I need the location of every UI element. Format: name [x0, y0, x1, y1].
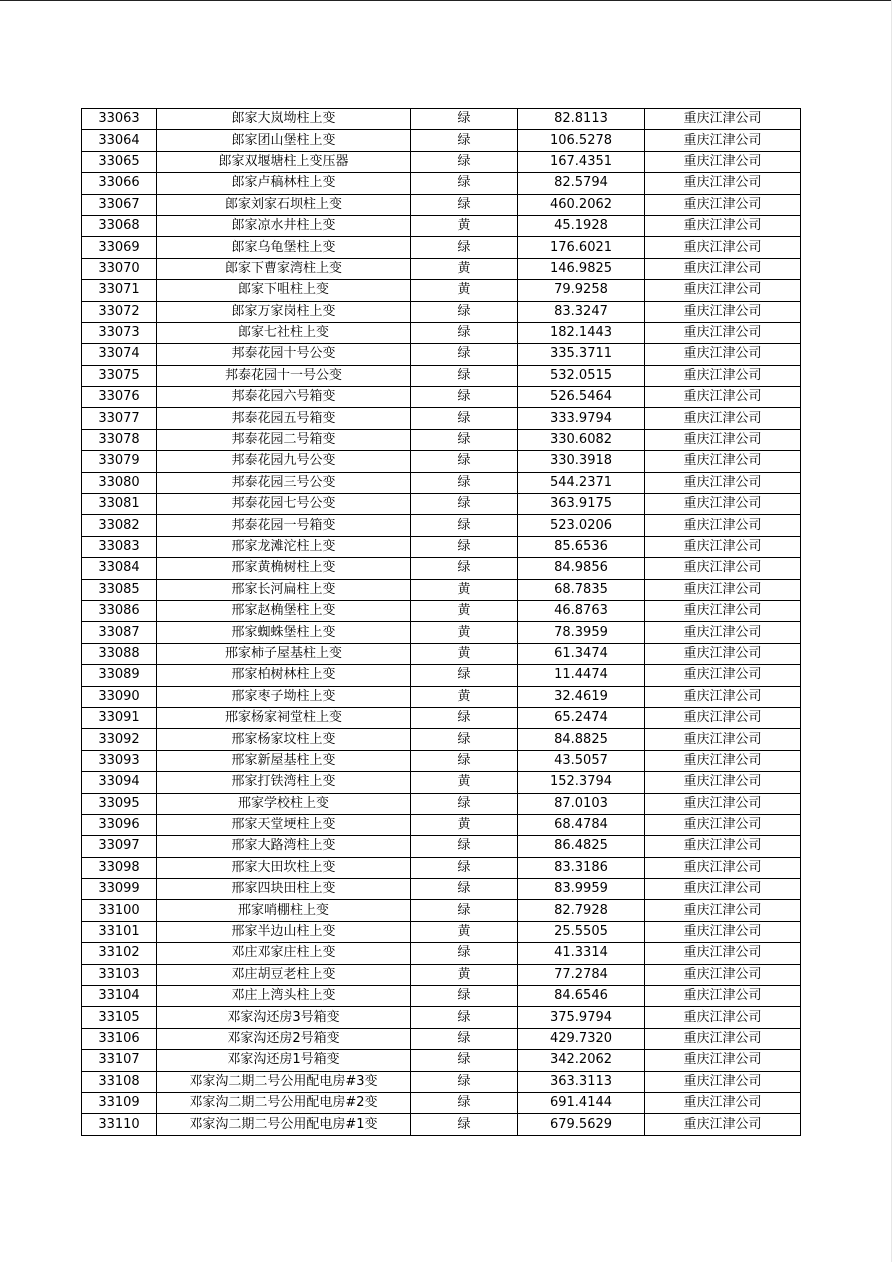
cell-name: 邢家黄桷树柱上变: [157, 558, 411, 579]
cell-name: 邦泰花园九号公变: [157, 451, 411, 472]
cell-company: 重庆江津公司: [645, 1050, 801, 1071]
cell-id: 33098: [82, 857, 157, 878]
cell-id: 33067: [82, 194, 157, 215]
cell-color: 绿: [411, 322, 518, 343]
cell-company: 重庆江津公司: [645, 109, 801, 130]
cell-id: 33105: [82, 1007, 157, 1028]
table-row: [82, 1114, 801, 1135]
cell-id: 33081: [82, 494, 157, 515]
cell-name: 邢家新屋基柱上变: [157, 750, 411, 771]
cell-value: 68.7835: [518, 579, 645, 600]
cell-id: 33070: [82, 258, 157, 279]
table-row: [82, 600, 801, 621]
cell-color: 黄: [411, 280, 518, 301]
cell-company: 重庆江津公司: [645, 215, 801, 236]
cell-company: 重庆江津公司: [645, 793, 801, 814]
cell-name: 邢家天堂埂柱上变: [157, 814, 411, 835]
cell-id: 33084: [82, 558, 157, 579]
cell-value: 335.3711: [518, 344, 645, 365]
table-row: [82, 280, 801, 301]
cell-value: 363.3113: [518, 1071, 645, 1092]
cell-id: 33073: [82, 322, 157, 343]
cell-value: 679.5629: [518, 1114, 645, 1135]
cell-company: 重庆江津公司: [645, 943, 801, 964]
table-row: [82, 194, 801, 215]
cell-id: 33087: [82, 622, 157, 643]
cell-company: 重庆江津公司: [645, 515, 801, 536]
cell-company: 重庆江津公司: [645, 429, 801, 450]
table-row: [82, 707, 801, 728]
table-row: [82, 1028, 801, 1049]
cell-name: 郎家下咀柱上变: [157, 280, 411, 301]
cell-id: 33106: [82, 1028, 157, 1049]
cell-name: 郎家乌龟堡柱上变: [157, 237, 411, 258]
cell-value: 544.2371: [518, 472, 645, 493]
cell-id: 33088: [82, 643, 157, 664]
cell-name: 邢家枣子坳柱上变: [157, 686, 411, 707]
cell-id: 33083: [82, 536, 157, 557]
cell-color: 绿: [411, 943, 518, 964]
cell-company: 重庆江津公司: [645, 579, 801, 600]
cell-color: 绿: [411, 900, 518, 921]
cell-color: 绿: [411, 707, 518, 728]
cell-value: 43.5057: [518, 750, 645, 771]
table-row: [82, 365, 801, 386]
cell-company: 重庆江津公司: [645, 772, 801, 793]
cell-company: 重庆江津公司: [645, 1028, 801, 1049]
cell-id: 33071: [82, 280, 157, 301]
cell-color: 绿: [411, 365, 518, 386]
cell-color: 黄: [411, 643, 518, 664]
table-row: [82, 729, 801, 750]
table-row: [82, 536, 801, 557]
cell-company: 重庆江津公司: [645, 408, 801, 429]
cell-name: 邢家杨家坟柱上变: [157, 729, 411, 750]
cell-value: 152.3794: [518, 772, 645, 793]
cell-company: 重庆江津公司: [645, 686, 801, 707]
cell-color: 绿: [411, 1114, 518, 1135]
cell-name: 邢家长河扁柱上变: [157, 579, 411, 600]
table-row: [82, 322, 801, 343]
cell-color: 绿: [411, 301, 518, 322]
cell-color: 绿: [411, 472, 518, 493]
cell-company: 重庆江津公司: [645, 921, 801, 942]
cell-name: 邢家杨家祠堂柱上变: [157, 707, 411, 728]
table-row: [82, 109, 801, 130]
cell-value: 106.5278: [518, 130, 645, 151]
cell-value: 41.3314: [518, 943, 645, 964]
table-row: [82, 130, 801, 151]
cell-color: 绿: [411, 1050, 518, 1071]
cell-id: 33108: [82, 1071, 157, 1092]
cell-company: 重庆江津公司: [645, 665, 801, 686]
cell-company: 重庆江津公司: [645, 322, 801, 343]
cell-color: 绿: [411, 793, 518, 814]
cell-value: 78.3959: [518, 622, 645, 643]
cell-name: 邓家沟二期二号公用配电房#1变: [157, 1114, 411, 1135]
cell-name: 邢家大路湾柱上变: [157, 836, 411, 857]
page-top-border: [0, 0, 892, 1]
cell-name: 邦泰花园三号公变: [157, 472, 411, 493]
cell-name: 邦泰花园一号箱变: [157, 515, 411, 536]
cell-id: 33078: [82, 429, 157, 450]
cell-value: 375.9794: [518, 1007, 645, 1028]
cell-name: 邓家沟二期二号公用配电房#2变: [157, 1092, 411, 1113]
cell-value: 86.4825: [518, 836, 645, 857]
table-row: [82, 558, 801, 579]
cell-color: 绿: [411, 536, 518, 557]
table-row: [82, 408, 801, 429]
cell-color: 绿: [411, 1028, 518, 1049]
cell-name: 郎家万家岗柱上变: [157, 301, 411, 322]
table-row: [82, 643, 801, 664]
cell-value: 11.4474: [518, 665, 645, 686]
cell-company: 重庆江津公司: [645, 857, 801, 878]
cell-id: 33090: [82, 686, 157, 707]
cell-color: 黄: [411, 215, 518, 236]
cell-name: 邓家沟二期二号公用配电房#3变: [157, 1071, 411, 1092]
cell-name: 邓庄上湾头柱上变: [157, 986, 411, 1007]
table-row: [82, 772, 801, 793]
table-row: [82, 387, 801, 408]
cell-value: 167.4351: [518, 151, 645, 172]
cell-id: 33076: [82, 387, 157, 408]
cell-company: 重庆江津公司: [645, 151, 801, 172]
cell-company: 重庆江津公司: [645, 451, 801, 472]
cell-color: 绿: [411, 1092, 518, 1113]
cell-name: 邓家沟还房1号箱变: [157, 1050, 411, 1071]
cell-id: 33068: [82, 215, 157, 236]
cell-name: 郎家凉水井柱上变: [157, 215, 411, 236]
cell-id: 33097: [82, 836, 157, 857]
cell-company: 重庆江津公司: [645, 1007, 801, 1028]
cell-id: 33099: [82, 879, 157, 900]
cell-id: 33094: [82, 772, 157, 793]
cell-color: 黄: [411, 622, 518, 643]
cell-name: 邢家蜘蛛堡柱上变: [157, 622, 411, 643]
cell-value: 83.9959: [518, 879, 645, 900]
table-row: [82, 665, 801, 686]
cell-name: 邢家半边山柱上变: [157, 921, 411, 942]
cell-company: 重庆江津公司: [645, 194, 801, 215]
cell-id: 33089: [82, 665, 157, 686]
cell-id: 33096: [82, 814, 157, 835]
cell-company: 重庆江津公司: [645, 879, 801, 900]
cell-value: 182.1443: [518, 322, 645, 343]
cell-id: 33077: [82, 408, 157, 429]
table-row: [82, 215, 801, 236]
cell-id: 33082: [82, 515, 157, 536]
cell-name: 邓家沟还房2号箱变: [157, 1028, 411, 1049]
cell-name: 邢家赵桷堡柱上变: [157, 600, 411, 621]
cell-value: 61.3474: [518, 643, 645, 664]
cell-value: 83.3186: [518, 857, 645, 878]
table-row: [82, 943, 801, 964]
cell-id: 33109: [82, 1092, 157, 1113]
cell-company: 重庆江津公司: [645, 836, 801, 857]
cell-value: 532.0515: [518, 365, 645, 386]
cell-name: 邢家柿子屋基柱上变: [157, 643, 411, 664]
cell-id: 33103: [82, 964, 157, 985]
table-row: [82, 151, 801, 172]
cell-value: 460.2062: [518, 194, 645, 215]
cell-value: 85.6536: [518, 536, 645, 557]
cell-value: 523.0206: [518, 515, 645, 536]
cell-company: 重庆江津公司: [645, 365, 801, 386]
cell-company: 重庆江津公司: [645, 494, 801, 515]
cell-value: 82.8113: [518, 109, 645, 130]
cell-color: 黄: [411, 814, 518, 835]
table-row: [82, 622, 801, 643]
cell-name: 邓庄胡豆老柱上变: [157, 964, 411, 985]
cell-company: 重庆江津公司: [645, 600, 801, 621]
cell-value: 84.8825: [518, 729, 645, 750]
cell-company: 重庆江津公司: [645, 643, 801, 664]
table-row: [82, 173, 801, 194]
cell-company: 重庆江津公司: [645, 280, 801, 301]
cell-value: 330.6082: [518, 429, 645, 450]
cell-color: 黄: [411, 600, 518, 621]
cell-value: 429.7320: [518, 1028, 645, 1049]
cell-company: 重庆江津公司: [645, 622, 801, 643]
table-row: [82, 515, 801, 536]
cell-company: 重庆江津公司: [645, 237, 801, 258]
table-row: [82, 793, 801, 814]
cell-company: 重庆江津公司: [645, 964, 801, 985]
cell-value: 333.9794: [518, 408, 645, 429]
cell-company: 重庆江津公司: [645, 729, 801, 750]
cell-company: 重庆江津公司: [645, 1092, 801, 1113]
cell-value: 342.2062: [518, 1050, 645, 1071]
cell-name: 邦泰花园十一号公变: [157, 365, 411, 386]
cell-id: 33093: [82, 750, 157, 771]
cell-value: 146.9825: [518, 258, 645, 279]
cell-color: 绿: [411, 344, 518, 365]
cell-color: 绿: [411, 558, 518, 579]
cell-company: 重庆江津公司: [645, 900, 801, 921]
cell-name: 邢家学校柱上变: [157, 793, 411, 814]
cell-color: 黄: [411, 921, 518, 942]
cell-color: 绿: [411, 986, 518, 1007]
cell-id: 33066: [82, 173, 157, 194]
cell-color: 黄: [411, 686, 518, 707]
cell-value: 65.2474: [518, 707, 645, 728]
cell-name: 邢家打铁湾柱上变: [157, 772, 411, 793]
cell-name: 邢家哨棚柱上变: [157, 900, 411, 921]
cell-color: 黄: [411, 772, 518, 793]
table-row: [82, 921, 801, 942]
cell-company: 重庆江津公司: [645, 536, 801, 557]
cell-company: 重庆江津公司: [645, 130, 801, 151]
cell-id: 33095: [82, 793, 157, 814]
table-row: [82, 857, 801, 878]
cell-company: 重庆江津公司: [645, 558, 801, 579]
table-row: [82, 964, 801, 985]
cell-value: 82.7928: [518, 900, 645, 921]
cell-color: 黄: [411, 579, 518, 600]
table-row: [82, 1007, 801, 1028]
table-row: [82, 579, 801, 600]
cell-color: 绿: [411, 494, 518, 515]
cell-name: 郎家双堰塘柱上变压器: [157, 151, 411, 172]
cell-id: 33092: [82, 729, 157, 750]
cell-color: 绿: [411, 429, 518, 450]
cell-id: 33064: [82, 130, 157, 151]
table-row: [82, 879, 801, 900]
cell-company: 重庆江津公司: [645, 1114, 801, 1135]
table-row: [82, 472, 801, 493]
cell-value: 526.5464: [518, 387, 645, 408]
cell-name: 邓家沟还房3号箱变: [157, 1007, 411, 1028]
cell-value: 25.5505: [518, 921, 645, 942]
cell-color: 绿: [411, 451, 518, 472]
cell-color: 绿: [411, 879, 518, 900]
cell-value: 68.4784: [518, 814, 645, 835]
cell-company: 重庆江津公司: [645, 707, 801, 728]
cell-name: 邦泰花园七号公变: [157, 494, 411, 515]
cell-company: 重庆江津公司: [645, 301, 801, 322]
table-row: [82, 1071, 801, 1092]
table-row: [82, 237, 801, 258]
cell-value: 83.3247: [518, 301, 645, 322]
transformer-table: [81, 108, 801, 1136]
table-row: [82, 494, 801, 515]
cell-value: 330.3918: [518, 451, 645, 472]
cell-company: 重庆江津公司: [645, 986, 801, 1007]
table-row: [82, 451, 801, 472]
cell-id: 33072: [82, 301, 157, 322]
cell-color: 绿: [411, 1007, 518, 1028]
table-row: [82, 344, 801, 365]
cell-name: 郎家团山堡柱上变: [157, 130, 411, 151]
cell-color: 绿: [411, 836, 518, 857]
cell-value: 176.6021: [518, 237, 645, 258]
cell-color: 绿: [411, 194, 518, 215]
cell-company: 重庆江津公司: [645, 344, 801, 365]
cell-color: 绿: [411, 173, 518, 194]
cell-name: 邦泰花园二号箱变: [157, 429, 411, 450]
cell-id: 33091: [82, 707, 157, 728]
cell-color: 绿: [411, 130, 518, 151]
cell-name: 邢家龙滩沱柱上变: [157, 536, 411, 557]
cell-name: 邢家柏树林柱上变: [157, 665, 411, 686]
table-row: [82, 986, 801, 1007]
cell-id: 33079: [82, 451, 157, 472]
cell-color: 绿: [411, 387, 518, 408]
cell-value: 77.2784: [518, 964, 645, 985]
cell-company: 重庆江津公司: [645, 814, 801, 835]
cell-name: 郎家卢稿林柱上变: [157, 173, 411, 194]
cell-company: 重庆江津公司: [645, 1071, 801, 1092]
cell-color: 绿: [411, 408, 518, 429]
cell-name: 邢家大田坎柱上变: [157, 857, 411, 878]
cell-id: 33075: [82, 365, 157, 386]
cell-name: 邦泰花园十号公变: [157, 344, 411, 365]
cell-name: 邢家四块田柱上变: [157, 879, 411, 900]
cell-value: 46.8763: [518, 600, 645, 621]
cell-color: 绿: [411, 750, 518, 771]
cell-id: 33110: [82, 1114, 157, 1135]
cell-id: 33063: [82, 109, 157, 130]
cell-value: 691.4144: [518, 1092, 645, 1113]
cell-color: 绿: [411, 151, 518, 172]
cell-name: 郎家刘家石坝柱上变: [157, 194, 411, 215]
cell-color: 绿: [411, 515, 518, 536]
cell-id: 33107: [82, 1050, 157, 1071]
cell-value: 84.6546: [518, 986, 645, 1007]
table-row: [82, 1050, 801, 1071]
cell-name: 郎家大岚坳柱上变: [157, 109, 411, 130]
cell-id: 33104: [82, 986, 157, 1007]
table-row: [82, 836, 801, 857]
cell-company: 重庆江津公司: [645, 258, 801, 279]
cell-company: 重庆江津公司: [645, 387, 801, 408]
cell-id: 33086: [82, 600, 157, 621]
cell-color: 绿: [411, 857, 518, 878]
cell-name: 邦泰花园五号箱变: [157, 408, 411, 429]
cell-value: 82.5794: [518, 173, 645, 194]
table-row: [82, 814, 801, 835]
cell-color: 绿: [411, 1071, 518, 1092]
table-row: [82, 750, 801, 771]
cell-color: 黄: [411, 964, 518, 985]
cell-value: 87.0103: [518, 793, 645, 814]
cell-value: 32.4619: [518, 686, 645, 707]
table-row: [82, 301, 801, 322]
table-row: [82, 258, 801, 279]
cell-company: 重庆江津公司: [645, 472, 801, 493]
cell-value: 84.9856: [518, 558, 645, 579]
cell-id: 33085: [82, 579, 157, 600]
table-row: [82, 429, 801, 450]
cell-id: 33080: [82, 472, 157, 493]
table-row: [82, 1092, 801, 1113]
cell-company: 重庆江津公司: [645, 173, 801, 194]
cell-id: 33102: [82, 943, 157, 964]
table-row: [82, 686, 801, 707]
cell-id: 33069: [82, 237, 157, 258]
cell-id: 33100: [82, 900, 157, 921]
cell-name: 郎家下曹家湾柱上变: [157, 258, 411, 279]
cell-color: 绿: [411, 729, 518, 750]
cell-color: 绿: [411, 665, 518, 686]
cell-color: 绿: [411, 237, 518, 258]
cell-name: 邦泰花园六号箱变: [157, 387, 411, 408]
cell-id: 33065: [82, 151, 157, 172]
cell-company: 重庆江津公司: [645, 750, 801, 771]
cell-name: 邓庄邓家庄柱上变: [157, 943, 411, 964]
cell-color: 绿: [411, 109, 518, 130]
table-row: [82, 900, 801, 921]
cell-id: 33074: [82, 344, 157, 365]
table-body: [82, 109, 801, 1136]
cell-value: 45.1928: [518, 215, 645, 236]
cell-color: 黄: [411, 258, 518, 279]
cell-id: 33101: [82, 921, 157, 942]
cell-value: 79.9258: [518, 280, 645, 301]
cell-value: 363.9175: [518, 494, 645, 515]
cell-name: 郎家七社柱上变: [157, 322, 411, 343]
